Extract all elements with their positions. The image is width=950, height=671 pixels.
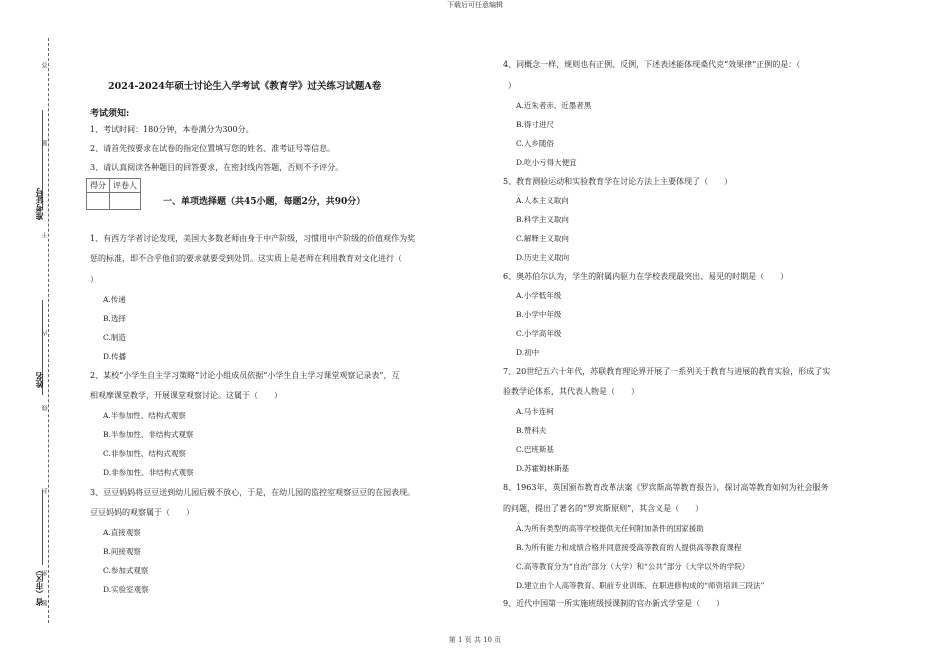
option-item: D.吃小亏得大便宜 bbox=[516, 158, 577, 167]
option-item: A.小学低年级 bbox=[516, 291, 562, 300]
seal-char-6: 封 bbox=[42, 488, 49, 494]
seal-char-2: 题 bbox=[42, 140, 49, 146]
grader-label: 评卷人 bbox=[110, 179, 141, 193]
grader-cell bbox=[110, 193, 141, 210]
option-item: A.马卡连柯 bbox=[516, 407, 554, 416]
option-item: D.传播 bbox=[103, 352, 127, 361]
option-item: A.直接观察 bbox=[103, 528, 141, 537]
question-line: 9、近代中国第一所实施班级授课制的官办新式学堂是（ ） bbox=[503, 599, 725, 608]
question-line: 相观摩课堂教学，开展课堂观察讨论。这属于（ ） bbox=[90, 391, 282, 400]
question-line: 2、某校“小学生自主学习策略”讨论小组成员依据“小学生自主学习课堂观察记录表”，互 bbox=[90, 371, 400, 380]
seal-char-7: 密 bbox=[42, 570, 49, 576]
option-item: D.建立由个人高等教育、职前专业训练、在职进修构成的“师资培训三段法” bbox=[516, 581, 765, 590]
seal-char-3: 不 bbox=[42, 232, 49, 238]
question-line: 豆豆妈妈的观察属于（ ） bbox=[90, 508, 194, 517]
question-line: 验教学论体系，其代表人物是（ ） bbox=[503, 387, 639, 396]
notice-line: 3、请认真阅读各种题目的回答要求，在密封线内答题，否则不予评分。 bbox=[90, 163, 344, 172]
score-cell bbox=[87, 193, 110, 210]
question-line: 的问题，提出了著名的“罗宾斯原则”，其含义是（ ） bbox=[503, 504, 704, 513]
seal-char-8: 题 bbox=[42, 600, 49, 606]
option-item: B.为所有能力和成绩合格并同意接受高等教育的人提供高等教育课程 bbox=[516, 543, 742, 552]
option-item: B.得寸进尺 bbox=[516, 120, 554, 129]
option-item: C.参加式观察 bbox=[103, 566, 149, 575]
question-line: 3、豆豆妈妈将豆豆送到幼儿园后极不放心，于是，在幼儿园的监控室观察豆豆的在园表现。 bbox=[90, 488, 416, 497]
option-item: D.初中 bbox=[516, 348, 540, 357]
option-item: C.解释主义取向 bbox=[516, 234, 569, 243]
score-label: 得分 bbox=[87, 179, 110, 193]
option-item: D.历史主义取向 bbox=[516, 253, 570, 262]
option-item: B.赞科夫 bbox=[516, 426, 547, 435]
question-line: 4、同概念一样，规则也有正例、反例，下述表述能体现桑代克“效果律”正例的是：（ bbox=[503, 60, 801, 69]
option-item: C.小学高年级 bbox=[516, 329, 562, 338]
notice-line: 1、考试时间：180分钟，本卷满分为300分。 bbox=[90, 125, 254, 134]
score-table bbox=[86, 178, 141, 210]
option-item: B.科学主义取向 bbox=[516, 215, 569, 224]
zkz-label: 准考证号 bbox=[34, 188, 44, 220]
option-item: A.人本主义取向 bbox=[516, 196, 569, 205]
option-item: C.入乡随俗 bbox=[516, 139, 554, 148]
option-item: A.半参加性、结构式观察 bbox=[103, 411, 186, 420]
exam-title: 2024-2024年硕士讨论生入学考试《教育学》过关练习试题A卷 bbox=[108, 81, 382, 92]
option-item: B.选择 bbox=[103, 314, 126, 323]
question-line: 1、有西方学者讨论发现，美国大多数老师由身于中产阶级，习惯用中产阶级的价值观作为奖 bbox=[90, 234, 416, 243]
option-item: C.高等教育分为“自治”部分（大学）和“公共”部分（大学以外的学院） bbox=[516, 562, 750, 571]
sheng-label: 省（市区） bbox=[34, 566, 44, 606]
option-item: B.间接观察 bbox=[103, 547, 141, 556]
xm-label: 姓名 bbox=[34, 372, 44, 388]
option-item: C.巴班斯基 bbox=[516, 445, 554, 454]
question-line: 7、20世纪五六十年代，苏联教育理论界开展了一系列关于教育与进展的教育实验，形成了实 bbox=[503, 367, 831, 376]
question-line: 8、1963年，英国颁布教育改革法案《罗宾斯高等教育报告》，探讨高等教育如何为社会服务 bbox=[503, 483, 829, 492]
question-line: 5、教育测验运动和实验教育学在讨论方法上主要体现了（ ） bbox=[503, 177, 733, 186]
seal-char-1: 答 bbox=[42, 62, 49, 68]
option-item: B.小学中年级 bbox=[516, 310, 562, 319]
option-item: D.实验室观察 bbox=[103, 585, 149, 594]
seal-char-5: 线 bbox=[42, 405, 49, 411]
question-line: ） bbox=[508, 81, 516, 90]
option-item: A.传递 bbox=[103, 295, 126, 304]
option-item: C.制造 bbox=[103, 333, 126, 342]
top-note: 下载后可任意编辑 bbox=[447, 1, 503, 9]
seal-char-4: 内 bbox=[42, 330, 49, 336]
option-item: D.苏霍姆林斯基 bbox=[516, 464, 570, 473]
option-item: D.非参加性、非结构式观察 bbox=[103, 468, 194, 477]
option-item: B.半参加性、非结构式观察 bbox=[103, 430, 194, 439]
page-footer: 第 1 页 共 10 页 bbox=[448, 636, 502, 644]
question-line: 惩的标准，即不合乎他们的要求就要受到处罚。这实质上是老师在利用教育对文化进行（ bbox=[90, 254, 402, 263]
question-line: ） bbox=[90, 275, 98, 284]
notice-title: 考试须知: bbox=[90, 109, 130, 119]
option-item: A.为所有类型的高等学校提供无任何附加条件的国家援助 bbox=[516, 524, 704, 533]
question-line: 6、奥苏伯尔认为，学生的附属内驱力在学校表现最突出、易见的时期是（ ） bbox=[503, 272, 789, 281]
option-item: C.非参加性、结构式观察 bbox=[103, 449, 186, 458]
option-item: A.近朱者赤、近墨者黑 bbox=[516, 101, 592, 110]
section-title: 一、单项选择题（共45小题，每题2分，共90分） bbox=[163, 197, 366, 207]
sheng-underline bbox=[42, 490, 43, 565]
notice-line: 2、请首先按要求在试卷的指定位置填写您的姓名、准考证号等信息。 bbox=[90, 144, 336, 153]
